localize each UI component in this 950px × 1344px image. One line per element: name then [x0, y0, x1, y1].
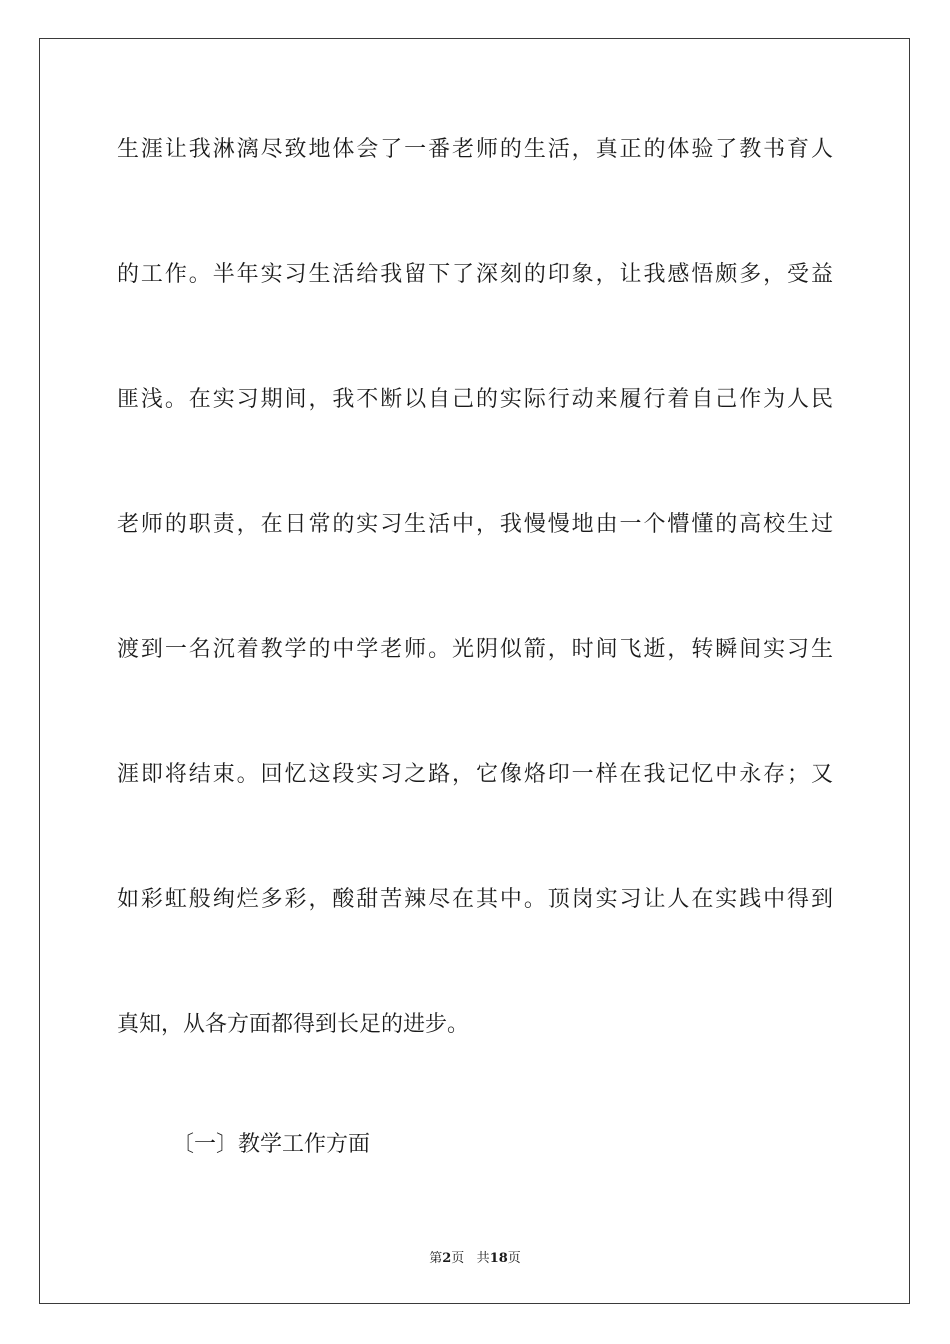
body-text-line-8: 真知，从各方面都得到长足的进步。 [117, 1012, 470, 1037]
footer-page-suffix: 页 [451, 1251, 465, 1266]
body-text-line-3: 匪浅。在实习期间，我不断以自己的实际行动来履行着自己作为人民 [117, 387, 833, 412]
body-text-line-4: 老师的职责，在日常的实习生活中，我慢慢地由一个懵懂的高校生过 [117, 512, 833, 537]
footer-total-suffix: 页 [507, 1251, 521, 1266]
body-text-line-5: 渡到一名沉着教学的中学老师。光阴似箭，时间飞逝，转瞬间实习生 [117, 637, 833, 662]
page-footer [0, 1247, 950, 1266]
footer-page-prefix: 第 [429, 1251, 443, 1266]
section-heading: 〔一〕教学工作方面 [172, 1132, 371, 1157]
footer-page-number: 2 [442, 1251, 452, 1266]
body-text-line-6: 涯即将结束。回忆这段实习之路，它像烙印一样在我记忆中永存；又 [117, 762, 833, 787]
body-text-line-1: 生涯让我淋漓尽致地体会了一番老师的生活，真正的体验了教书育人 [117, 137, 833, 162]
footer-total-pages: 18 [489, 1251, 508, 1266]
body-text-line-2: 的工作。半年实习生活给我留下了深刻的印象，让我感悟颇多，受益 [117, 262, 833, 287]
body-text-line-7: 如彩虹般绚烂多彩，酸甜苦辣尽在其中。顶岗实习让人在实践中得到 [117, 887, 833, 912]
footer-total-prefix: 共 [476, 1251, 490, 1266]
page-border [39, 38, 910, 1304]
